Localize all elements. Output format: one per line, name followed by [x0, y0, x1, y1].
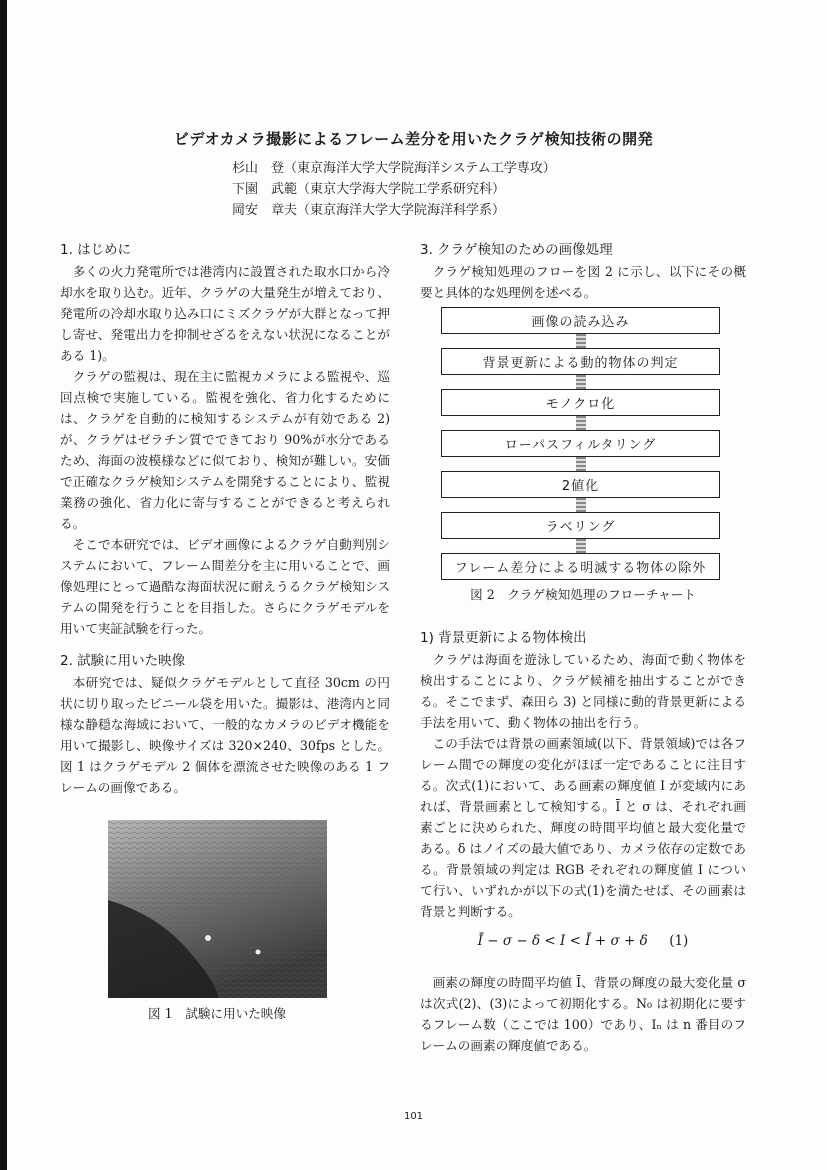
flow-connector — [576, 334, 586, 348]
section-1-paragraph: クラゲの監視は、現在主に監視カメラによる監視や、巡回点検で実施している。監視を強化、省力化するためには、クラゲを自動的に検知するシステムが有効である 2)が、クラゲはゼラチン質でできており 90%が水分であるため、海面の波模様などに似ており、検知が難しい。安価で正確なクラゲ検知システムを開発することにより、監視業務の強化、省力化に寄与することができると考えられる。 — [60, 369, 390, 531]
author-list — [232, 158, 556, 221]
flow-connector — [576, 375, 586, 389]
right-column-bottom — [420, 972, 746, 1056]
flow-connector — [576, 539, 586, 553]
paper-title: ビデオカメラ撮影によるフレーム差分を用いたクラゲ検知技術の開発 — [173, 130, 654, 148]
section-1-heading: 1. はじめに — [60, 242, 132, 258]
equation-number: (1) — [669, 933, 689, 949]
section-3-paragraph: クラゲ検知処理のフローを図 2 に示し、以下にその概要と具体的な処理例を述べる。 — [420, 264, 746, 300]
flow-step: ラベリング — [441, 512, 720, 539]
author-2: 下園 武範（東京大学海大学院工学系研究科） — [232, 182, 506, 197]
right-column — [420, 240, 746, 303]
author-1: 杉山 登（東京海洋大学大学院海洋システム工学専攻） — [232, 161, 556, 176]
flowchart — [441, 307, 720, 580]
flow-connector — [576, 498, 586, 512]
section-3-heading: 3. クラゲ検知のための画像処理 — [420, 242, 613, 258]
figure-2-caption: 図 2 クラゲ検知処理のフローチャート — [470, 587, 696, 602]
figure-1-sea-image — [108, 820, 327, 998]
subsection-1-heading: 1) 背景更新による物体検出 — [420, 630, 587, 646]
author-3: 岡安 章夫（東京海洋大学大学院海洋科学系） — [232, 203, 506, 218]
figure-1-caption: 図 1 試験に用いた映像 — [148, 1006, 286, 1021]
section-2-paragraph: 本研究では、疑似クラゲモデルとして直径 30cm の円状に切り取ったビニール袋を用いた。撮影は、港湾内と同様な静穏な海域において、一般的なカメラのビデオ機能を用いて撮影し、映像サイズは 320×240、30fps とした。図 1 はクラゲモデル 2 個体を漂流させた映像のある 1 フレームの画像である。 — [60, 675, 390, 795]
subsection-1-paragraph: この手法では背景の画素領域(以下、背景領域)では各フレーム間での輝度の変化がほぼ一定であることに注目する。次式(1)において、ある画素の輝度値 I が変域内にあれば、背景画素として検知する。Ī と σ は、それぞれ画素ごとに決められた、輝度の時間平均値と最大変化量である。δ はノイズの最大値であり、カメラ依存の定数である。背景領域の判定は RGB それぞれの輝度値 I について行い、いずれかが以下の式(1)を満たせば、その画素は背景と判断する。 — [420, 736, 746, 919]
flow-step: 2値化 — [441, 471, 720, 498]
equation-1 — [420, 933, 746, 949]
flow-step: ローパスフィルタリング — [441, 430, 720, 457]
page-number: 101 — [403, 1111, 424, 1122]
flow-step: モノクロ化 — [441, 389, 720, 416]
flow-step: フレーム差分による明滅する物体の除外 — [441, 553, 720, 580]
equation-body: Ī − σ − δ < I < Ī + σ + δ — [477, 933, 648, 949]
right-column-lower — [420, 628, 746, 922]
after-equation-paragraph: 画素の輝度の時間平均値 Ī、背景の輝度の最大変化量 σ は次式(2)、(3)によって初期化する。N₀ は初期化に要するフレーム数（ここでは 100）であり、Iₙ は n 番目のフレームの画素の輝度値である。 — [420, 975, 746, 1053]
flow-connector — [576, 457, 586, 471]
flow-step: 画像の読み込み — [441, 307, 720, 334]
subsection-1-paragraph: クラゲは海面を遊泳しているため、海面で動く物体を検出することにより、クラゲ候補を抽出することができる。そこでまず、森田ら 3) と同様に動的背景更新による手法を用いて、動く物体の抽出を行う。 — [420, 652, 746, 730]
flow-connector — [576, 416, 586, 430]
section-2-heading: 2. 試験に用いた映像 — [60, 653, 186, 669]
section-1-paragraph: 多くの火力発電所では港湾内に設置された取水口から冷却水を取り込む。近年、クラゲの大量発生が増えており、発電所の冷却水取り込み口にミズクラゲが大群となって押し寄せ、発電出力を抑制せざるをえない状況になることがある 1)。 — [60, 264, 390, 363]
section-1-paragraph: そこで本研究では、ビデオ画像によるクラゲ自動判別システムにおいて、フレーム間差分を主に用いることで、画像処理にとって過酷な海面状況に耐えうるクラゲ検知システムの開発を行うことを目指した。さらにクラゲモデルを用いて実証試験を行った。 — [60, 537, 390, 636]
left-column — [60, 240, 390, 798]
flow-step: 背景更新による動的物体の判定 — [441, 348, 720, 375]
scan-edge — [0, 0, 7, 1170]
